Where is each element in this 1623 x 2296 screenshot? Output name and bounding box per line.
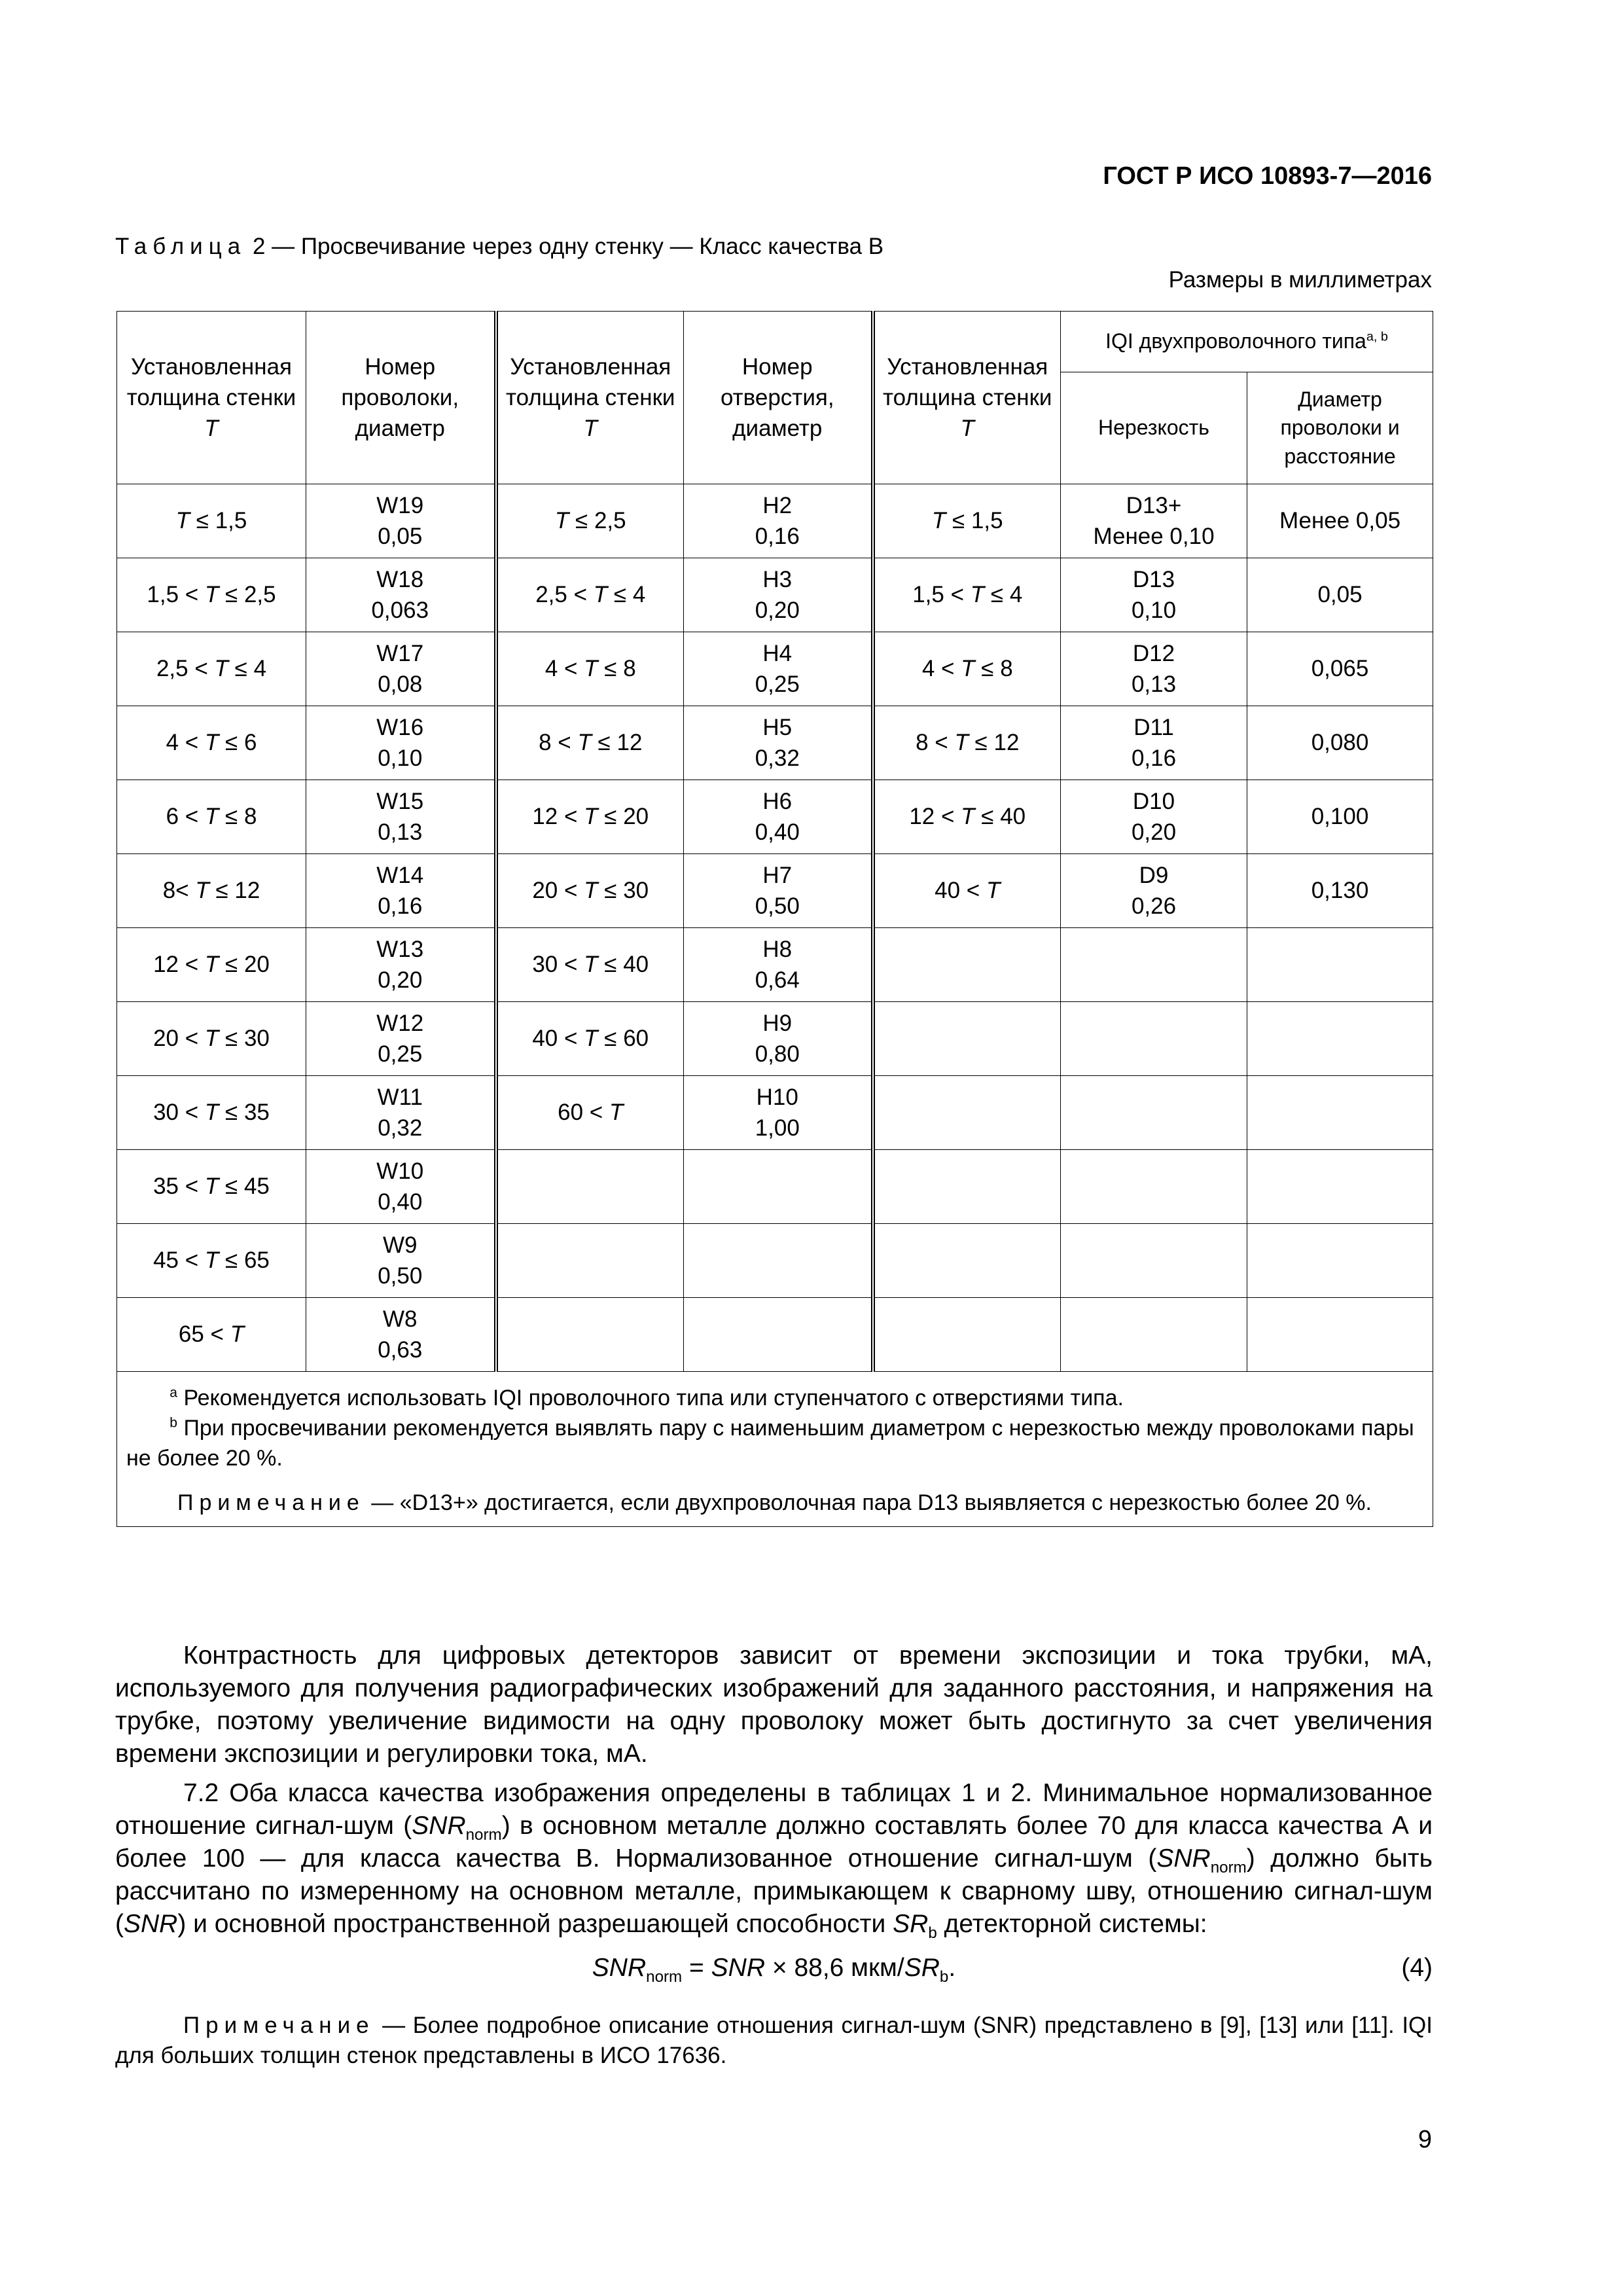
cell-wall-thickness-3: [873, 1076, 1061, 1150]
cell-wire-number: W10 0,40: [306, 1150, 496, 1224]
cell-unsharpness: D10 0,20: [1061, 780, 1247, 854]
cell-unsharpness: D13+ Менее 0,10: [1061, 484, 1247, 558]
cell-wire-number: W8 0,63: [306, 1298, 496, 1372]
cell-wire-number: W17 0,08: [306, 632, 496, 706]
cell-wire-number: W16 0,10: [306, 706, 496, 780]
table-row: [117, 1002, 1433, 1076]
cell-wire-diameter: [1247, 1076, 1433, 1150]
table-row: [117, 706, 1433, 780]
table-row: [117, 780, 1433, 854]
document-code: ГОСТ Р ИСО 10893-7—2016: [1103, 162, 1432, 190]
table-row: [117, 1298, 1433, 1372]
cell-wall-thickness-2: T ≤ 2,5: [496, 484, 684, 558]
footnote-b: $^b$ При просвечивании рекомендуется выявлять пару с наименьшим диаметром с нерезкостью между проволоками пары не более 20 %.: [126, 1415, 1414, 1471]
cell-wall-thickness-3: T ≤ 1,5: [873, 484, 1061, 558]
cell-wall-thickness-1: 20 < T ≤ 30: [117, 1002, 306, 1076]
cell-hole-number: H5 0,32: [684, 706, 873, 780]
formula-4: [115, 1954, 1433, 1990]
table-row: [117, 632, 1433, 706]
table-row: [117, 1224, 1433, 1298]
cell-wall-thickness-2: 60 < T: [496, 1076, 684, 1150]
cell-wire-diameter: Менее 0,05: [1247, 484, 1433, 558]
final-note: Примечание — Более подробное описание отношения сигнал-шум (SNR) представлено в [9], [13] или [11]. IQI для больших толщин стенок представлены в ИСО 17636.: [115, 2013, 1433, 2068]
cell-wall-thickness-1: 30 < T ≤ 35: [117, 1076, 306, 1150]
cell-unsharpness: [1061, 1224, 1247, 1298]
page-number: 9: [1418, 2126, 1432, 2153]
cell-wire-diameter: 0,100: [1247, 780, 1433, 854]
cell-wire-diameter: [1247, 1298, 1433, 1372]
header-wire-diameter: Диаметр проволоки и расстояние: [1247, 372, 1433, 484]
formula-expression: $SNR_{norm}$ = SNR × 88,6 мкм/$SR_b$.: [592, 1954, 956, 1986]
cell-wall-thickness-2: 8 < T ≤ 12: [496, 706, 684, 780]
cell-wall-thickness-2: 20 < T ≤ 30: [496, 854, 684, 928]
cell-wall-thickness-3: 1,5 < T ≤ 4: [873, 558, 1061, 632]
header-wall-1: Установленная толщина стенки T: [117, 312, 306, 484]
cell-wire-diameter: 0,080: [1247, 706, 1433, 780]
cell-wall-thickness-1: 65 < T: [117, 1298, 306, 1372]
cell-wall-thickness-2: 12 < T ≤ 20: [496, 780, 684, 854]
cell-wall-thickness-3: [873, 1150, 1061, 1224]
cell-hole-number: [684, 1298, 873, 1372]
cell-hole-number: H6 0,40: [684, 780, 873, 854]
table-row: [117, 558, 1433, 632]
cell-hole-number: H2 0,16: [684, 484, 873, 558]
table-note: Примечание — «D13+» достигается, если двухпроволочная пара D13 выявляется с нерезкостью более 20 %.: [177, 1490, 1372, 1515]
cell-wall-thickness-1: 8< T ≤ 12: [117, 854, 306, 928]
formula-number: (4): [1401, 1954, 1433, 1982]
table-notes: [117, 1372, 1433, 1527]
cell-unsharpness: [1061, 928, 1247, 1002]
cell-hole-number: [684, 1224, 873, 1298]
cell-unsharpness: [1061, 1150, 1247, 1224]
cell-wall-thickness-3: [873, 1002, 1061, 1076]
header-wall-3: Установленная толщина стенки T: [873, 312, 1061, 484]
table-row: [117, 928, 1433, 1002]
cell-wall-thickness-2: [496, 1224, 684, 1298]
cell-unsharpness: [1061, 1298, 1247, 1372]
table-row: [117, 484, 1433, 558]
cell-wall-thickness-2: 40 < T ≤ 60: [496, 1002, 684, 1076]
cell-wire-diameter: [1247, 928, 1433, 1002]
cell-wall-thickness-2: 4 < T ≤ 8: [496, 632, 684, 706]
cell-wall-thickness-1: 12 < T ≤ 20: [117, 928, 306, 1002]
cell-wire-diameter: 0,05: [1247, 558, 1433, 632]
cell-hole-number: [684, 1150, 873, 1224]
footnote-a: $^a$ Рекомендуется использовать IQI проволочного типа или ступенчатого с отверстиями типа.: [169, 1385, 1124, 1410]
cell-wall-thickness-1: 45 < T ≤ 65: [117, 1224, 306, 1298]
paragraph-7-2: 7.2 Оба класса качества изображения определены в таблицах 1 и 2. Минимальное нормализованное отношение сигнал-шум $(SNR_{norm})$ в основном металле должно составлять более 70 для класса качества А и более 100 — для класса качества В. Нормализованное отношение сигнал-шум $(SNR_{norm})$ должно быть рассчитано по измеренному на основном металле, примыкающем к сварному шву, отношению сигнал-шум (SNR) и основной пространственной разрешающей способности $SR_b$ детекторной системы:: [115, 1779, 1433, 1942]
header-unsharpness: Нерезкость: [1061, 372, 1247, 484]
header-wall-2: Установленная толщина стенки T: [496, 312, 684, 484]
cell-wall-thickness-3: 8 < T ≤ 12: [873, 706, 1061, 780]
cell-hole-number: H8 0,64: [684, 928, 873, 1002]
paragraph-contrast: Контрастность для цифровых детекторов зависит от времени экспозиции и тока трубки, мА, используемого для получения радиографических изображений для заданного расстояния, и напряжения на трубке, поэтому увеличение видимости на одну проволоку может быть достигнуто за счет увеличения времени экспозиции и регулировки тока, мА.: [115, 1641, 1433, 1768]
cell-wall-thickness-1: 1,5 < T ≤ 2,5: [117, 558, 306, 632]
cell-wire-diameter: [1247, 1002, 1433, 1076]
cell-hole-number: H7 0,50: [684, 854, 873, 928]
table-row: [117, 1150, 1433, 1224]
cell-wall-thickness-3: [873, 1298, 1061, 1372]
cell-wire-number: W15 0,13: [306, 780, 496, 854]
table-caption-text: 2 — Просвечивание через одну стенку — Класс качества В: [246, 234, 884, 259]
cell-wall-thickness-3: 12 < T ≤ 40: [873, 780, 1061, 854]
cell-wall-thickness-1: T ≤ 1,5: [117, 484, 306, 558]
cell-wall-thickness-1: 2,5 < T ≤ 4: [117, 632, 306, 706]
table-caption: [115, 234, 883, 260]
cell-wire-diameter: 0,065: [1247, 632, 1433, 706]
cell-wire-number: W12 0,25: [306, 1002, 496, 1076]
cell-wall-thickness-1: 4 < T ≤ 6: [117, 706, 306, 780]
cell-wall-thickness-3: [873, 928, 1061, 1002]
cell-wire-number: W9 0,50: [306, 1224, 496, 1298]
cell-wall-thickness-3: [873, 1224, 1061, 1298]
cell-unsharpness: D9 0,26: [1061, 854, 1247, 928]
cell-unsharpness: D13 0,10: [1061, 558, 1247, 632]
cell-wall-thickness-2: [496, 1150, 684, 1224]
table-caption-label: Таблица: [115, 234, 247, 259]
table-row: [117, 854, 1433, 928]
cell-wall-thickness-1: 6 < T ≤ 8: [117, 780, 306, 854]
cell-unsharpness: [1061, 1076, 1247, 1150]
cell-unsharpness: D11 0,16: [1061, 706, 1247, 780]
cell-hole-number: H4 0,25: [684, 632, 873, 706]
cell-wire-number: W18 0,063: [306, 558, 496, 632]
cell-hole-number: H9 0,80: [684, 1002, 873, 1076]
cell-hole-number: H10 1,00: [684, 1076, 873, 1150]
header-hole: Номер отверстия, диаметр: [684, 312, 873, 484]
cell-wire-diameter: [1247, 1224, 1433, 1298]
cell-wall-thickness-3: 4 < T ≤ 8: [873, 632, 1061, 706]
header-iqi: IQI двухпроволочного типа$^{a, b}$: [1061, 312, 1433, 372]
cell-wall-thickness-1: 35 < T ≤ 45: [117, 1150, 306, 1224]
cell-wall-thickness-2: 2,5 < T ≤ 4: [496, 558, 684, 632]
cell-wire-diameter: [1247, 1150, 1433, 1224]
cell-wall-thickness-2: [496, 1298, 684, 1372]
cell-wire-diameter: 0,130: [1247, 854, 1433, 928]
cell-wall-thickness-2: 30 < T ≤ 40: [496, 928, 684, 1002]
cell-unsharpness: [1061, 1002, 1247, 1076]
cell-hole-number: H3 0,20: [684, 558, 873, 632]
cell-wire-number: W13 0,20: [306, 928, 496, 1002]
header-wire: Номер проволоки, диаметр: [306, 312, 496, 484]
cell-unsharpness: D12 0,13: [1061, 632, 1247, 706]
table-2: [116, 311, 1433, 1527]
table-row: [117, 1076, 1433, 1150]
body-text: [115, 1640, 1433, 1947]
cell-wire-number: W19 0,05: [306, 484, 496, 558]
cell-wire-number: W14 0,16: [306, 854, 496, 928]
units-label: Размеры в миллиметрах: [1168, 267, 1432, 293]
cell-wall-thickness-3: 40 < T: [873, 854, 1061, 928]
cell-wire-number: W11 0,32: [306, 1076, 496, 1150]
